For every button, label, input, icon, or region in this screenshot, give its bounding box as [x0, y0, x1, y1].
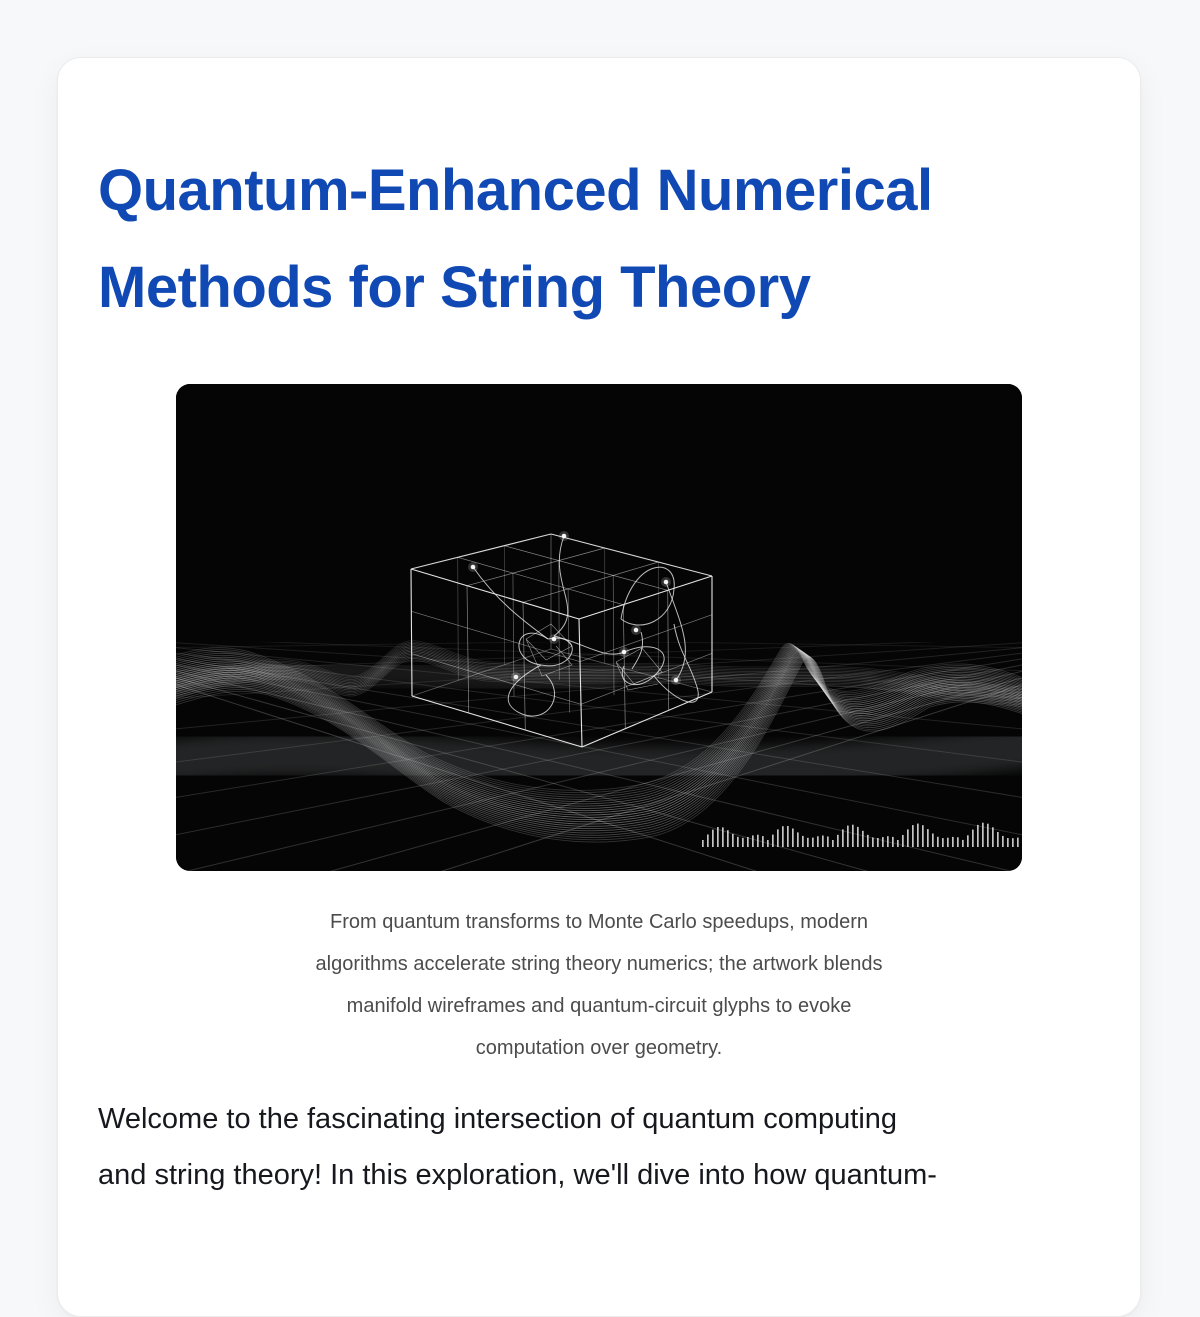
page-title	[98, 142, 1100, 336]
hero-figure	[176, 384, 1022, 871]
article-card	[57, 57, 1141, 1317]
intro-paragraph-line: and string theory! In this exploration, we'll dive into how quantum-	[98, 1147, 1100, 1203]
hero-caption-line: computation over geometry.	[169, 1027, 1029, 1069]
hero-caption-line: algorithms accelerate string theory numerics; the artwork blends	[169, 943, 1029, 985]
hero-artwork-illustration	[176, 384, 1022, 871]
hero-caption-line: From quantum transforms to Monte Carlo speedups, modern	[169, 901, 1029, 943]
page-title-line-1: Quantum-Enhanced Numerical	[98, 142, 1100, 239]
hero-caption	[169, 901, 1029, 1069]
intro-paragraph	[98, 1091, 1100, 1203]
hero-caption-line: manifold wireframes and quantum-circuit glyphs to evoke	[169, 985, 1029, 1027]
article-content	[58, 58, 1140, 1203]
intro-paragraph-line: Welcome to the fascinating intersection of quantum computing	[98, 1091, 1100, 1147]
page-title-line-2: Methods for String Theory	[98, 239, 1100, 336]
